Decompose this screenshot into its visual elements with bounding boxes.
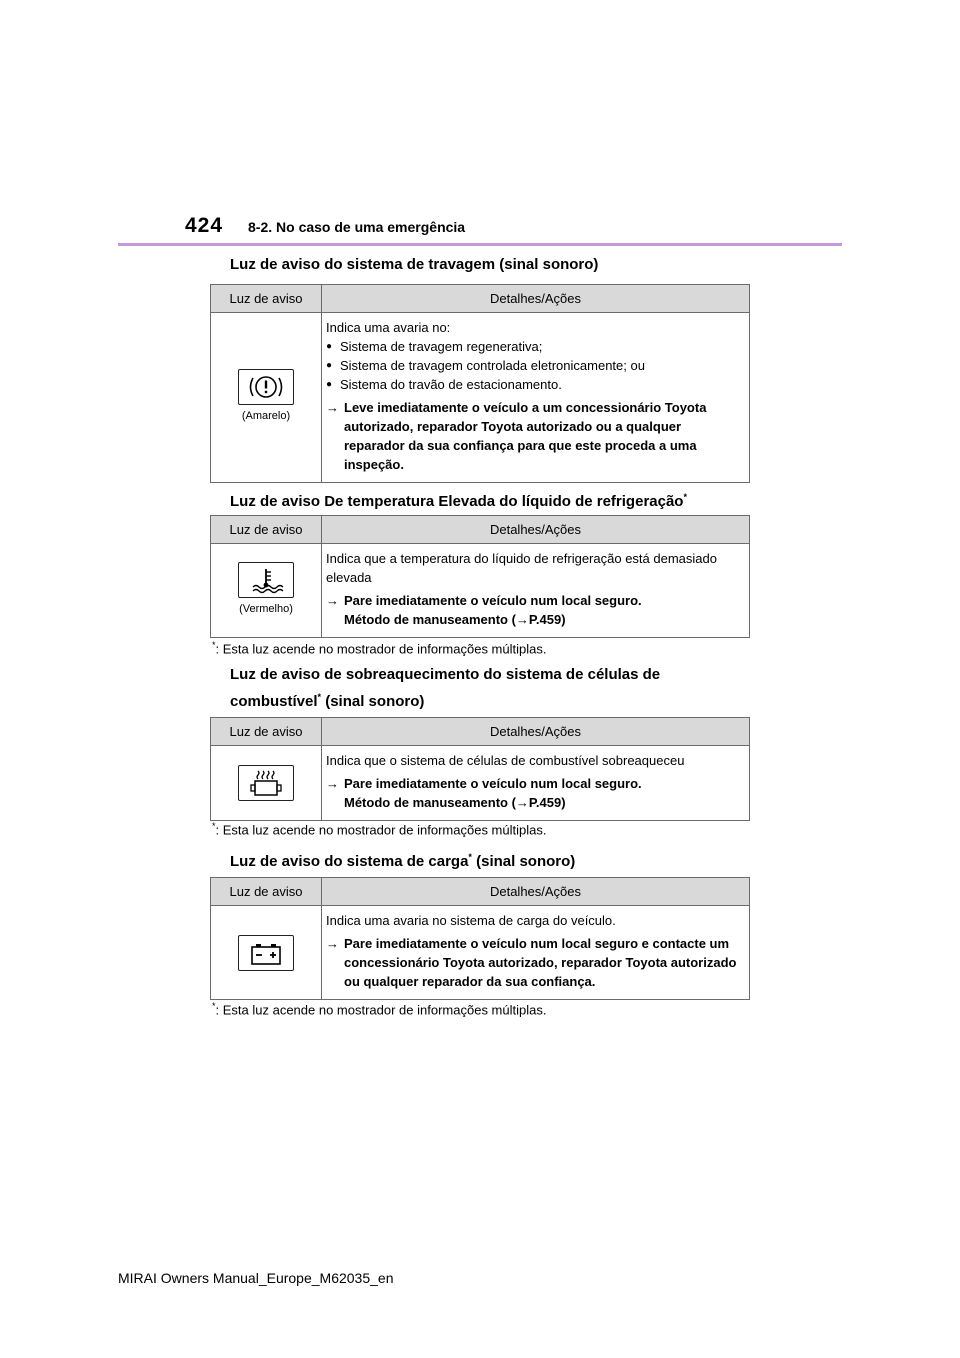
arrow-icon: → xyxy=(515,795,529,810)
column-header-details: Detalhes/Ações xyxy=(322,878,750,906)
brake-system-warning-icon xyxy=(238,369,294,405)
details-intro: Indica que a temperatura do líquido de refrigeração está demasiado elevada xyxy=(326,551,717,585)
list-item: ● Sistema de travagem regenerativa; xyxy=(326,337,743,356)
footnote: *: Esta luz acende no mostrador de informações múltiplas. xyxy=(212,821,547,838)
column-header-details: Detalhes/Ações xyxy=(322,285,750,313)
table-row xyxy=(211,544,750,638)
action-text: → Pare imediatamente o veículo num local seguro e contacte um concessionário Toyota autorizado, reparador Toyota autorizado ou qualquer reparador da sua confiança. xyxy=(326,936,737,989)
table-header-row xyxy=(211,516,750,544)
table-row xyxy=(211,313,750,483)
fault-list xyxy=(326,337,743,394)
list-item: ● Sistema de travagem controlada eletronicamente; ou xyxy=(326,356,743,375)
column-header-warning-light: Luz de aviso xyxy=(211,878,322,906)
arrow-icon: → xyxy=(326,593,339,608)
icon-caption: (Vermelho) xyxy=(239,603,293,615)
details-intro: Indica uma avaria no sistema de carga do veículo. xyxy=(326,913,616,928)
fuel-cell-overheat-warning-icon xyxy=(238,765,294,801)
page-reference-link[interactable]: P.459) xyxy=(528,795,566,810)
icon-caption: (Amarelo) xyxy=(241,410,291,422)
warning-light-cell xyxy=(211,313,322,483)
column-header-warning-light: Luz de aviso xyxy=(211,516,322,544)
action-text: → Pare imediatamente o veículo num local seguro. Método de manuseamento (→P.459) xyxy=(326,593,642,627)
column-header-details: Detalhes/Ações xyxy=(322,718,750,746)
details-intro: Indica uma avaria no: xyxy=(326,320,451,335)
details-cell xyxy=(322,313,750,483)
section-heading-brake: Luz de aviso do sistema de travagem (sinal sonoro) xyxy=(230,256,599,273)
warning-light-cell xyxy=(211,544,322,638)
section-heading-charging: Luz de aviso do sistema de carga* (sinal sonoro) xyxy=(230,852,576,870)
fuel-cell-warning-table xyxy=(210,717,750,821)
table-header-row xyxy=(211,878,750,906)
warning-light-cell xyxy=(211,906,322,1000)
coolant-warning-table xyxy=(210,515,750,638)
details-cell xyxy=(322,544,750,638)
arrow-icon: → xyxy=(326,936,339,951)
details-cell xyxy=(322,906,750,1000)
charging-warning-table xyxy=(210,877,750,1000)
section-heading-fuel-cell: Luz de aviso de sobreaquecimento do sistema de células de combustível* (sinal sonoro) xyxy=(230,666,661,710)
page-number: 424 xyxy=(185,214,224,237)
column-header-warning-light: Luz de aviso xyxy=(211,285,322,313)
details-intro: Indica que o sistema de células de combustível sobreaqueceu xyxy=(326,753,685,768)
footnote: *: Esta luz acende no mostrador de informações múltiplas. xyxy=(212,1001,547,1018)
warning-light-cell xyxy=(211,746,322,821)
arrow-icon: → xyxy=(326,400,339,415)
coolant-temperature-warning-icon xyxy=(238,562,294,598)
charging-system-warning-icon xyxy=(238,935,294,971)
header-rule xyxy=(118,243,842,246)
table-row xyxy=(211,746,750,821)
arrow-icon: → xyxy=(326,776,339,791)
page-reference-link[interactable]: P.459) xyxy=(528,612,566,627)
action-text: → Pare imediatamente o veículo num local seguro. Método de manuseamento (→P.459) xyxy=(326,776,642,810)
list-item: ● Sistema do travão de estacionamento. xyxy=(326,375,743,394)
table-header-row xyxy=(211,285,750,313)
chapter-title: 8-2. No caso de uma emergência xyxy=(248,219,466,235)
details-cell xyxy=(322,746,750,821)
arrow-icon: → xyxy=(515,612,529,627)
column-header-warning-light: Luz de aviso xyxy=(211,718,322,746)
column-header-details: Detalhes/Ações xyxy=(322,516,750,544)
brake-warning-table xyxy=(210,284,750,483)
footer-text: MIRAI Owners Manual_Europe_M62035_en xyxy=(118,1270,394,1286)
section-heading-coolant: Luz de aviso De temperatura Elevada do líquido de refrigeração* xyxy=(230,492,687,510)
table-header-row xyxy=(211,718,750,746)
action-text: → Leve imediatamente o veículo a um concessionário Toyota autorizado, reparador Toyota autorizado ou a qualquer reparador da sua confiança para que este proceda a uma inspeção. xyxy=(326,400,707,472)
footnote: *: Esta luz acende no mostrador de informações múltiplas. xyxy=(212,640,547,657)
table-row xyxy=(211,906,750,1000)
